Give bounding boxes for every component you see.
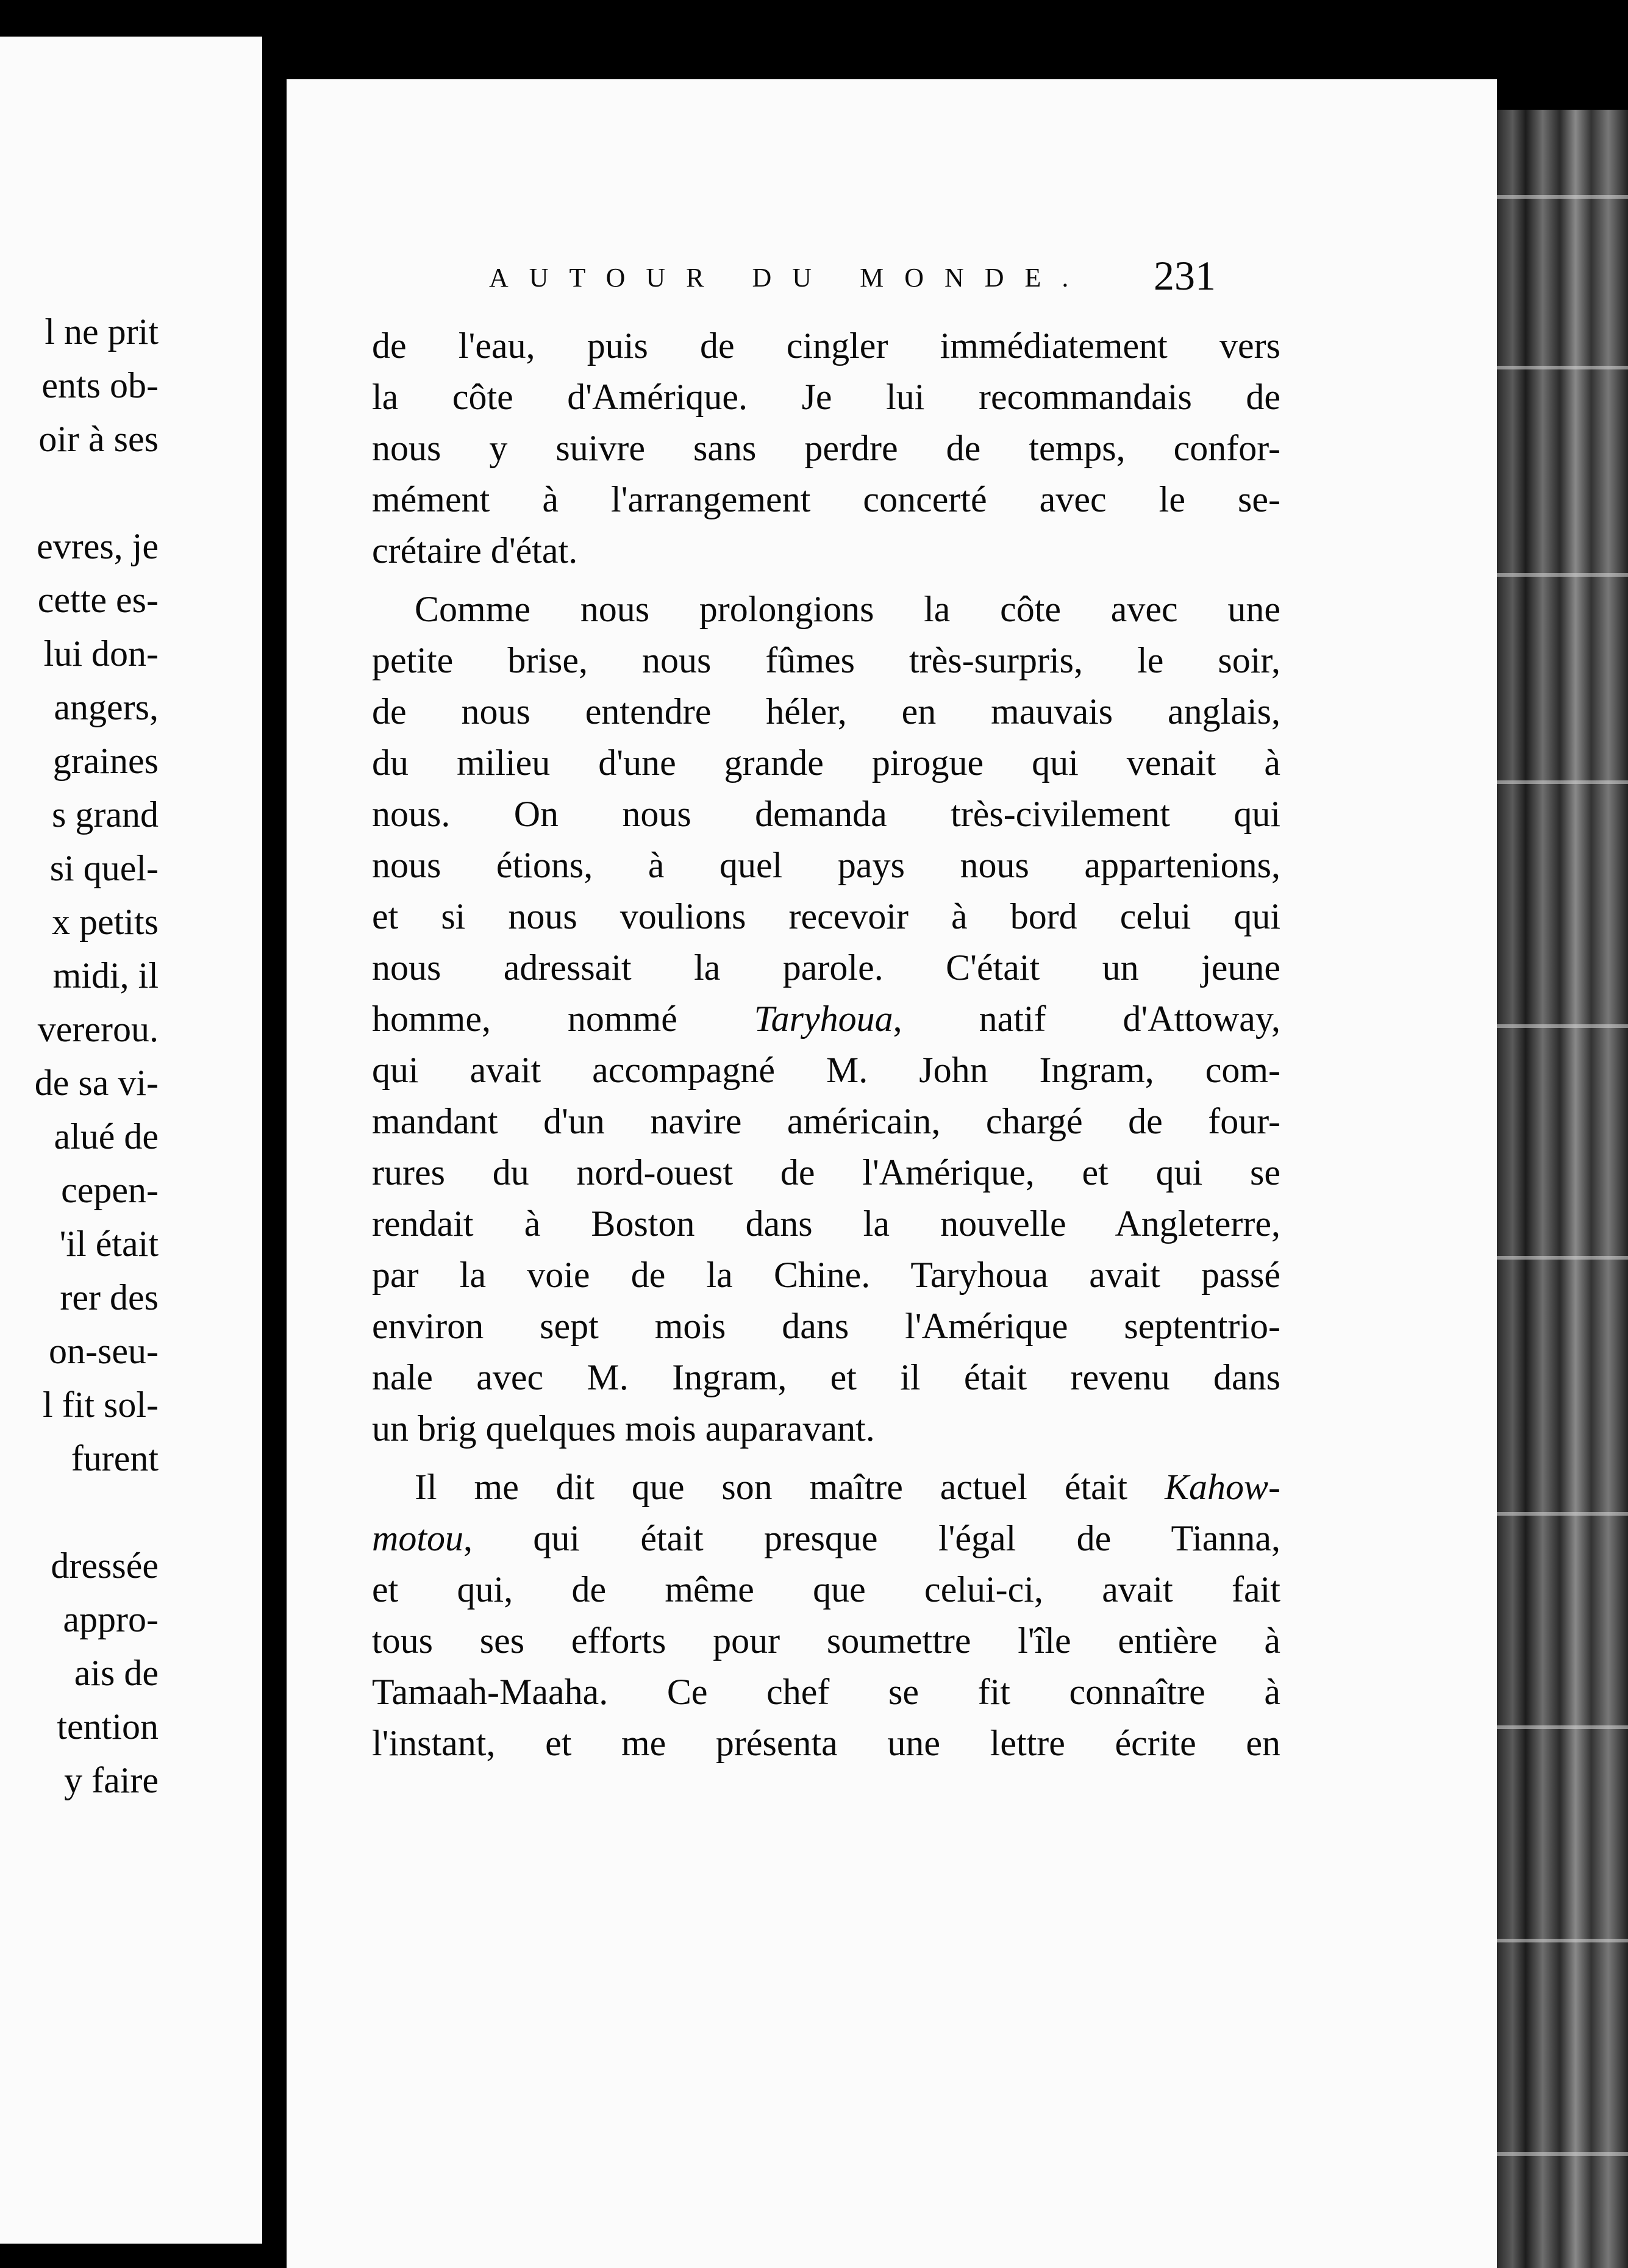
left-page-text [0, 305, 262, 1807]
text-line: de l'eau, puis de cingler immédiatement vers [372, 326, 1280, 366]
text-line: nous. On nous demanda très-civilement qui [372, 794, 1280, 834]
text-line: Comme nous prolongions la côte avec une [415, 589, 1280, 629]
edge-streak [1497, 1512, 1628, 1516]
left-page-line: cepen- [61, 1170, 159, 1210]
left-facing-page [0, 37, 262, 2244]
text-line: rures du nord-ouest de l'Amérique, et qui se [372, 1152, 1280, 1193]
left-page-line: evres, je [37, 526, 159, 566]
left-page-line: y faire [64, 1760, 159, 1800]
paragraph [372, 1461, 1280, 1769]
text-line: la côte d'Amérique. Je lui recommandais de [372, 377, 1280, 417]
left-page-line: alué de [54, 1116, 159, 1157]
text-line: et qui, de même que celui-ci, avait fait [372, 1569, 1280, 1610]
left-page-line: ais de [74, 1653, 159, 1693]
text-line: mément à l'arrangement concerté avec le se- [372, 479, 1280, 519]
paragraph-gap [372, 1454, 1280, 1461]
left-page-line: cette es- [37, 580, 159, 620]
text-line: tous ses efforts pour soumettre l'île entière à [372, 1621, 1280, 1661]
text-line: du milieu d'une grande pirogue qui venait à [372, 743, 1280, 783]
edge-streak [1497, 573, 1628, 577]
left-page-line [0, 466, 262, 519]
text-line: nous adressait la parole. C'était un jeune [372, 947, 1280, 988]
left-page-line: si quel- [49, 848, 159, 888]
paragraph [372, 320, 1280, 576]
edge-streak [1497, 195, 1628, 199]
left-page-line: de sa vi- [34, 1063, 159, 1103]
left-page-line: oir à ses [38, 419, 159, 459]
edge-streak [1497, 1256, 1628, 1260]
left-page-line: furent [71, 1438, 159, 1478]
running-head: AUTOUR DU MONDE. [489, 263, 1090, 293]
text-line: de nous entendre héler, en mauvais anglais, [372, 691, 1280, 732]
edge-streak [1497, 2152, 1628, 2156]
page-number: 231 [1154, 252, 1216, 299]
text-line: Il me dit que son maître actuel était Kahow- [415, 1467, 1280, 1507]
left-page-line: x petits [52, 902, 159, 942]
left-page-line: dressée [51, 1546, 159, 1586]
paragraph [372, 583, 1280, 1454]
text-line: un brig quelques mois auparavant. [372, 1408, 875, 1449]
text-line: et si nous voulions recevoir à bord celui qui [372, 896, 1280, 936]
edge-streak [1497, 1939, 1628, 1942]
edge-streak [1497, 366, 1628, 369]
text-line: motou, qui était presque l'égal de Tianna, [372, 1518, 1280, 1558]
left-page-line: l fit sol- [43, 1385, 159, 1425]
text-line: Tamaah-Maaha. Ce chef se fit connaître à [372, 1672, 1280, 1712]
text-line: par la voie de la Chine. Taryhoua avait passé [372, 1255, 1280, 1295]
edge-streak [1497, 1725, 1628, 1729]
left-page-line: appro- [63, 1599, 159, 1639]
paragraph-gap [372, 576, 1280, 583]
book-page [287, 79, 1497, 2268]
left-page-line: rer des [60, 1277, 159, 1318]
text-line: homme, nommé Taryhoua, natif d'Attoway, [372, 999, 1280, 1039]
left-page-line: s grand [52, 794, 159, 835]
text-line: l'instant, et me présenta une lettre écrite en [372, 1723, 1280, 1763]
text-line: nale avec M. Ingram, et il était revenu dans [372, 1357, 1280, 1397]
text-line: crétaire d'état. [372, 530, 578, 571]
left-page-line: angers, [54, 687, 159, 727]
text-line: nous étions, à quel pays nous appartenions, [372, 845, 1280, 885]
text-line: mandant d'un navire américain, chargé de four- [372, 1101, 1280, 1141]
edge-streak [1497, 780, 1628, 784]
left-page-line: l ne prit [45, 312, 159, 352]
left-page-line: 'il était [59, 1224, 159, 1264]
left-page-line: tention [57, 1706, 159, 1747]
left-page-line: vererou. [37, 1009, 159, 1049]
text-line: petite brise, nous fûmes très-surpris, le soir, [372, 640, 1280, 680]
page-body [372, 320, 1280, 1769]
text-line: nous y suivre sans perdre de temps, confor- [372, 428, 1280, 468]
left-page-line: lui don- [43, 633, 159, 674]
left-page-line [0, 1485, 262, 1539]
text-line: rendait à Boston dans la nouvelle Angleterre, [372, 1204, 1280, 1244]
text-line: environ sept mois dans l'Amérique septentrio- [372, 1306, 1280, 1346]
edge-streak [1497, 1024, 1628, 1028]
left-page-line: midi, il [52, 955, 159, 996]
left-page-line: on-seu- [49, 1331, 159, 1371]
book-fore-edge [1497, 110, 1628, 2268]
left-page-line: ents ob- [41, 365, 159, 405]
left-page-line: graines [52, 741, 159, 781]
text-line: qui avait accompagné M. John Ingram, com- [372, 1050, 1280, 1090]
